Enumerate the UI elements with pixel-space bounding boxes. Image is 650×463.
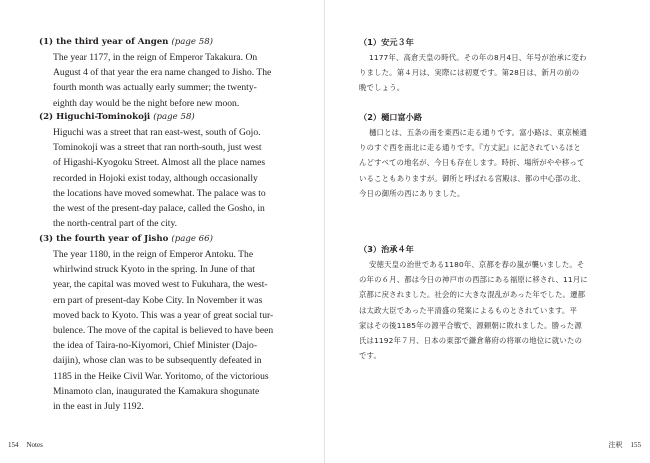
text-line: 1185 in the Heike Civil War. Yoritomo, of the victorious (53, 370, 269, 382)
text-line: の年の６月、都は今日の神戸市の西部にある福原に移され、11月に (359, 275, 588, 285)
page-reference: (page 58) (171, 37, 214, 47)
right-page (325, 0, 650, 463)
text-line: moved back to Kyoto. This was a year of great social tur- (53, 309, 274, 321)
text-line: year, the capital was moved west to Fukuhara, the west- (53, 279, 268, 291)
text-line: は太政大臣であった平清盛の発案によるものとされています。平 (359, 305, 578, 315)
note-1-english (39, 35, 297, 111)
page-number: 154 (8, 441, 19, 449)
text-line: 家はその後1185年の源平合戦で、源頼朝に敗れました。勝った源 (359, 320, 582, 330)
text-line: りました。第４月は、実際には初夏です。第28日は、新月の前の (359, 68, 580, 78)
text-line: whirlwind struck Kyoto in the spring. In June of that (53, 264, 255, 276)
page-footer-right (609, 440, 642, 450)
text-line: The year 1180, in the reign of Emperor Antoku. The (53, 249, 254, 260)
note-body (39, 125, 297, 231)
text-line: ern part of present-day Kobe City. In November it was (53, 294, 263, 306)
text-line: 晩でしょう。 (359, 83, 405, 93)
text-line: りのすぐ西を南北に走る通りです。『方丈記』に記されているほと (359, 143, 581, 153)
note-heading (39, 35, 297, 50)
text-line: 安徳天皇の治世である1180年、京都を春の嵐が襲いました。そ (369, 260, 585, 269)
text-line: いることもありますが。御所と呼ばれる宮殿は、都の中心部の北、 (359, 173, 586, 183)
note-body (359, 50, 609, 96)
note-heading (39, 110, 297, 125)
text-line: The year 1177, in the reign of Emperor Takakura. On (53, 52, 258, 63)
text-line: of Higashi-Kyogoku Street. Almost all the place names (53, 157, 266, 169)
text-line: daijin), whose clan was to be subsequently defeated in (53, 355, 262, 367)
page-reference: (page 58) (153, 112, 195, 122)
note-title: the fourth year of Jisho (56, 234, 169, 244)
text-line: 今日の御所の西にありました。 (359, 188, 465, 198)
note-heading: （3）治承４年 (359, 244, 414, 254)
page-reference: (page 66) (171, 234, 213, 244)
page-footer-left (8, 440, 43, 450)
note-body (39, 247, 297, 414)
text-line: んどすべての地名が、今日も存在します。時折、場所がやや移って (359, 158, 585, 168)
page-number: 155 (630, 441, 641, 449)
note-number: (1) (39, 37, 54, 47)
text-line: 樋口とは、五条の南を東西に走る通りです。富小路は、東京極通 (369, 128, 588, 137)
text-line: eighth day would be the night before new moon. (53, 97, 240, 109)
text-line: です。 (359, 351, 382, 361)
text-line: in the east in July 1192. (53, 401, 144, 413)
text-line: fourth month was actually early summer; the twenty- (53, 82, 257, 94)
note-number: (3) (39, 234, 54, 244)
note-3-english (39, 232, 297, 414)
note-body (39, 50, 297, 111)
note-number: (2) (39, 112, 54, 122)
note-title: Higuchi-Tominokoji (56, 112, 151, 122)
text-line: the north-central part of the city. (53, 218, 178, 230)
text-line: bulence. The move of the capital is believed to have been (53, 325, 274, 337)
text-line: the west of the present-day palace, called the Gosho, in (53, 203, 265, 215)
running-footer-label: Notes (26, 441, 43, 449)
text-line: the idea of Taira-no-Kiyomori, Chief Minister (Dajo- (53, 340, 258, 352)
note-heading: （1）安元３年 (359, 37, 414, 47)
text-line: 京都に戻されました。社会的に大きな混乱があった年でした。遷都 (359, 290, 586, 300)
text-line: 1177年、高倉天皇の時代。その年の8月4日、年号が治承に変わ (369, 53, 587, 62)
note-3-japanese (359, 242, 609, 363)
text-line: Minamoto clan, inaugurated the Kamakura shogunate (53, 385, 260, 397)
note-body (359, 257, 609, 363)
note-heading (39, 232, 297, 247)
note-2-japanese (359, 110, 609, 201)
note-title: the third year of Angen (56, 37, 169, 47)
text-line: recorded in Hojoki exist today, although occasionally (53, 172, 258, 184)
text-line: the locations have moved somewhat. The palace was to (53, 187, 266, 199)
note-2-english (39, 110, 297, 231)
text-line: Higuchi was a street that ran east-west, south of Gojo. (53, 127, 261, 138)
note-body (359, 125, 609, 201)
text-line: Tominokoji was a street that ran north-south, just west (53, 142, 262, 154)
text-line: 氏は1192年７月、日本の東部で鎌倉幕府の将軍の地位に就いたの (359, 336, 583, 346)
note-1-japanese (359, 35, 609, 96)
note-heading: （2）樋口富小路 (359, 112, 423, 122)
running-footer-label: 注釈 (608, 441, 623, 449)
text-line: August 4 of that year the era name changed to Jisho. The (53, 67, 272, 79)
